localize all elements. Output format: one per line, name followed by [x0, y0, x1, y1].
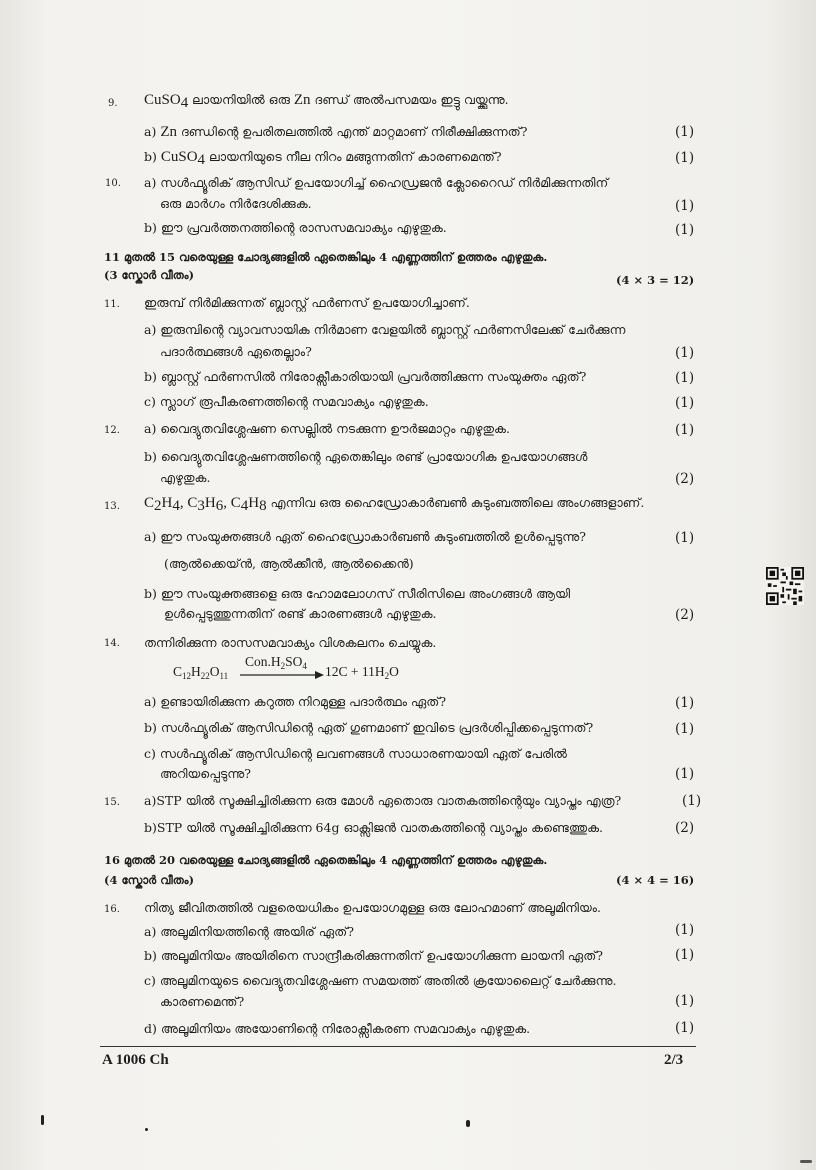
score-mark: (1): [675, 422, 695, 438]
scan-speck: [41, 1115, 44, 1125]
section-instruction: 16 മുതൽ 20 വരെയുള്ള ചോദ്യങ്ങളിൽ ഏതെങ്കിലും 4 എണ്ണത്തിന് ഉത്തരം എഴുതുക.: [104, 853, 548, 867]
score-mark: (1): [675, 370, 695, 386]
score-mark: (1): [675, 922, 695, 938]
section-instruction: 11 മുതൽ 15 വരെയുള്ള ചോദ്യങ്ങളിൽ ഏതെങ്കിലും 4 എണ്ണത്തിന് ഉത്തരം എഴുതുക.: [104, 250, 548, 264]
question-stem: തന്നിരിക്കുന്ന രാസസമവാക്യം വിശകലനം ചെയ്യുക.: [144, 635, 437, 650]
sub-question: b) ഈ സംയുക്തങ്ങളെ ഒരു ഹോമലോഗസ് സീരിസിലെ അംഗങ്ങൾ ആയി: [144, 586, 571, 601]
score-mark: (1): [675, 124, 695, 140]
score-mark: (1): [682, 793, 702, 809]
score-mark: (1): [675, 993, 695, 1009]
qr-code-icon: [766, 567, 804, 605]
paper-code: A 1006 Ch: [102, 1052, 169, 1068]
question-stem: ഇരുമ്പ് നിർമിക്കുന്നത് ബ്ലാസ്റ്റ് ഫർണസ് ഉപയോഗിച്ചാണ്.: [144, 295, 470, 310]
score-mark: (1): [675, 1020, 695, 1036]
reaction-product: $12C + 11H_2O$: [325, 664, 399, 681]
reaction-reactant: $C_{12}H_{22}O_{11}$: [173, 664, 229, 681]
score-mark: (1): [675, 395, 695, 411]
sub-question: b) CuSO$_4$ ലായനിയുടെ നീല നിറം മങ്ങുന്നതിന് കാരണമെന്ത്?: [144, 149, 502, 168]
sub-question-continued: അറിയപ്പെടുന്നു?: [160, 766, 251, 781]
footer-rule: [100, 1046, 696, 1047]
section-score-note: (4 സ്കോർ വീതം): [104, 873, 195, 887]
question-stem: $C_2H_4$, $C_3H_6$, $C_4H_8$ എന്നിവ ഒരു ഹൈഡ്രോകാർബൺ കുടുംബത്തിലെ അംഗങ്ങളാണ്.: [144, 495, 645, 514]
sub-question: a) വൈദ്യുതവിശ്ലേഷണ സെല്ലിൽ നടക്കുന്ന ഊർജമാറ്റം എഴുതുക.: [144, 421, 510, 436]
score-mark: (2): [675, 607, 695, 623]
question-number: 15.: [104, 797, 120, 808]
reaction-condition: $Con.H_2SO_4$: [245, 654, 307, 671]
scan-speck: [145, 1128, 148, 1131]
sub-question: b) ഈ പ്രവർത്തനത്തിന്റെ രാസസമവാക്യം എഴുതുക.: [144, 220, 447, 235]
question-stem: നിത്യ ജീവിതത്തിൽ വളരെയധികം ഉപയോഗമുള്ള ഒരു ലോഹമാണ് അലൂമിനിയം.: [144, 900, 601, 915]
score-mark: (1): [675, 222, 695, 238]
score-mark: (1): [675, 721, 695, 737]
section-score-note: (3 സ്കോർ വീതം): [104, 268, 195, 282]
sub-question-continued: ഒരു മാർഗം നിർദേശിക്കുക.: [160, 196, 312, 211]
sub-question-continued: കാരണമെന്ത്?: [160, 994, 245, 1009]
sub-question: a) ഈ സംയുക്തങ്ങൾ ഏത് ഹൈഡ്രോകാർബൺ കുടുംബത്തിൽ ഉൾപ്പെടുന്നു?: [144, 529, 586, 544]
sub-question: a)STP യിൽ സൂക്ഷിച്ചിരിക്കുന്ന ഒരു മോൾ ഏതൊരു വാതകത്തിന്റെയും വ്യാപ്തം എത്ര?: [144, 793, 622, 808]
score-mark: (1): [675, 198, 695, 214]
sub-question: b) സൾഫ്യൂരിക് ആസിഡിന്റെ ഏത് ഗുണമാണ് ഇവിടെ പ്രദർശിപ്പിക്കപ്പെടുന്നത്?: [144, 720, 594, 735]
sub-question: a) അലൂമിനിയത്തിന്റെ അയിര് ഏത്?: [144, 924, 354, 939]
question-number: 10.: [105, 178, 121, 189]
scan-speck: [466, 1120, 470, 1127]
score-mark: (1): [675, 345, 695, 361]
question-number: 9.: [108, 98, 118, 109]
question-number: 13.: [104, 501, 120, 512]
question-number: 12.: [104, 425, 120, 436]
answer-options: (ആൽക്കെയ്ൻ, ആൽക്കീൻ, ആൽക്കൈൻ): [164, 556, 414, 571]
reaction-arrow-icon: [240, 670, 324, 680]
sub-question: a) Zn ദണ്ഡിന്റെ ഉപരിതലത്തിൽ എന്ത് മാറ്റമാണ് നിരീക്ഷിക്കുന്നത്?: [144, 124, 528, 140]
sub-question: d) അലൂമിനിയം അയോണിന്റെ നിരോക്സീകരണ സമവാക്യം എഴുതുക.: [144, 1021, 531, 1036]
sub-question-continued: എഴുതുക.: [160, 470, 211, 485]
score-mark: (1): [675, 947, 695, 963]
sub-question: c) സൾഫ്യൂരിക് ആസിഡിന്റെ ലവണങ്ങൾ സാധാരണയായി ഏത് പേരിൽ: [144, 746, 567, 761]
scan-speck: [800, 1160, 812, 1163]
sub-question-continued: ഉൾപ്പെടുത്തുന്നതിന് രണ്ട് കാരണങ്ങൾ എഴുതുക.: [164, 606, 437, 621]
sub-question: a) ഇരുമ്പിന്റെ വ്യാവസായിക നിർമാണ വേളയിൽ ബ്ലാസ്റ്റ് ഫർണസിലേക്ക് ചേർക്കുന്ന: [144, 322, 626, 337]
sub-question-continued: പദാർത്ഥങ്ങൾ ഏതെല്ലാം?: [160, 344, 312, 359]
page-number: 2/3: [664, 1052, 684, 1068]
sub-question: a) ഉണ്ടായിരിക്കുന്ന കറുത്ത നിറമുള്ള പദാർത്ഥം ഏത്?: [144, 694, 447, 709]
sub-question: b) വൈദ്യുതവിശ്ലേഷണത്തിന്റെ ഏതെങ്കിലും രണ്ട് പ്രായോഗിക ഉപയോഗങ്ങൾ: [144, 449, 588, 464]
sub-question: b)STP യിൽ സൂക്ഷിച്ചിരിക്കുന്ന 64g ഓക്സിജൻ വാതകത്തിന്റെ വ്യാപ്തം കണ്ടെത്തുക.: [144, 820, 603, 835]
score-mark: (1): [675, 695, 695, 711]
sub-question: c) സ്ലാഗ് രൂപീകരണത്തിന്റെ സമവാക്യം എഴുതുക.: [144, 394, 429, 409]
score-mark: (2): [675, 820, 695, 836]
question-number: 11.: [104, 299, 120, 310]
section-total: (4 × 4 = 16): [616, 873, 695, 887]
score-mark: (1): [675, 150, 695, 166]
question-number: 14.: [104, 638, 120, 649]
question-number: 16.: [104, 904, 120, 915]
section-total: (4 × 3 = 12): [616, 273, 695, 287]
sub-question: a) സൾഫ്യൂരിക് ആസിഡ് ഉപയോഗിച്ച് ഹൈഡ്രജൻ ക്ലോറൈഡ് നിർമിക്കുന്നതിന്: [144, 175, 609, 190]
score-mark: (2): [675, 471, 695, 487]
score-mark: (1): [675, 766, 695, 782]
sub-question: c) അലൂമിനയുടെ വൈദ്യുതവിശ്ലേഷണ സമയത്ത് അതിൽ ക്രയോലൈറ്റ് ചേർക്കുന്നു.: [144, 973, 617, 988]
score-mark: (1): [675, 530, 695, 546]
sub-question: b) ബ്ലാസ്റ്റ് ഫർണസിൽ നിരോക്സീകാരിയായി പ്രവർത്തിക്കുന്ന സംയുക്തം ഏത്?: [144, 369, 587, 384]
question-stem: CuSO$_4$ ലായനിയിൽ ഒരു Zn ദണ്ഡ് അൽപസമയം ഇട്ടു വയ്ക്കുന്നു.: [144, 92, 509, 111]
sub-question: b) അലൂമിനിയം അയിരിനെ സാന്ദ്രീകരിക്കുന്നതിന് ഉപയോഗിക്കുന്ന ലായനി ഏത്?: [144, 948, 603, 963]
